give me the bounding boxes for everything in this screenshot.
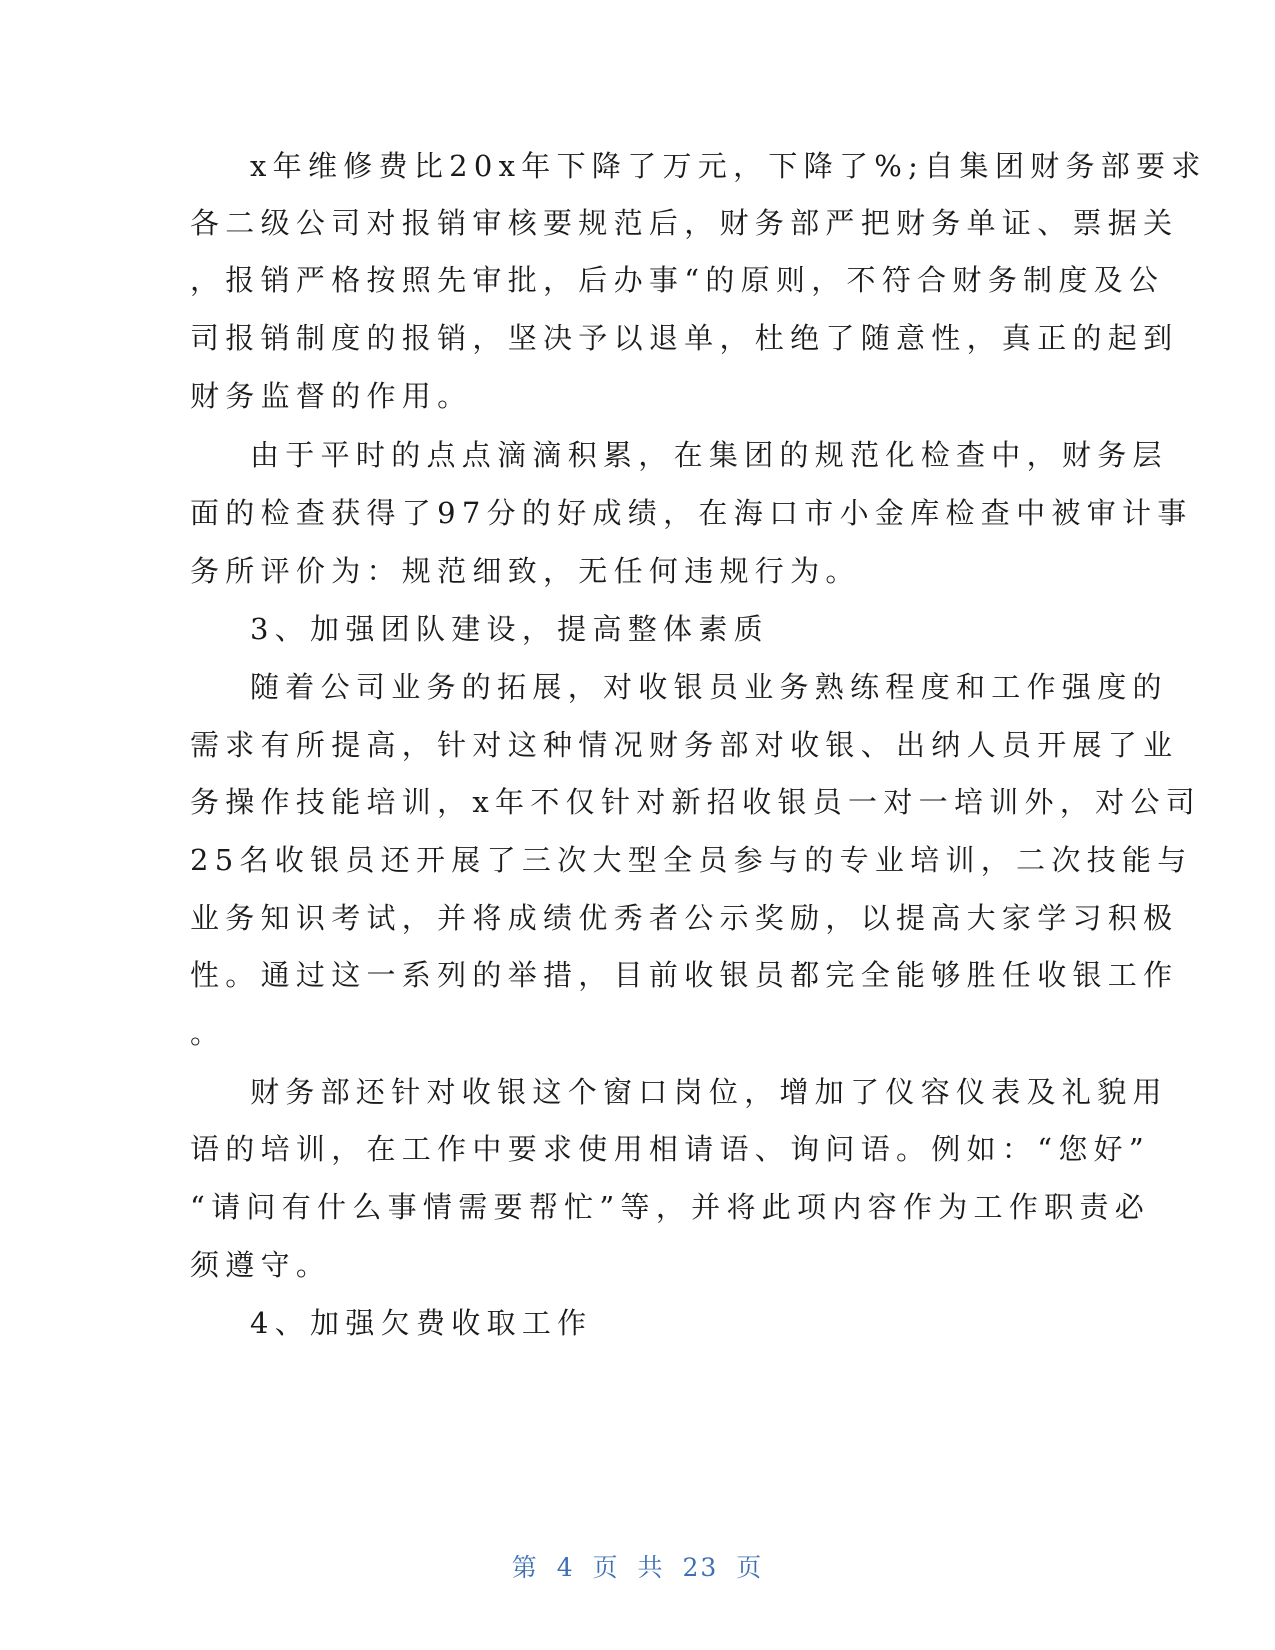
text-line-20: 须遵守。 xyxy=(190,1248,332,1282)
section-heading-3: 3、加强团队建设，提高整体素质 xyxy=(250,612,769,646)
text-line-18: 语的培训，在工作中要求使用相请语、询问语。例如：“您好” xyxy=(190,1132,1151,1166)
text-line-13: 25名收银员还开展了三次大型全员参与的专业培训，二次技能与 xyxy=(190,843,1193,877)
text-line-1: x年维修费比20x年下降了万元，下降了%;自集团财务部要求 xyxy=(250,149,1207,183)
text-line-11: 需求有所提高，针对这种情况财务部对收银、出纳人员开展了业 xyxy=(190,728,1179,762)
text-line-14: 业务知识考试，并将成绩优秀者公示奖励，以提高大家学习积极 xyxy=(190,901,1179,935)
text-line-2: 各二级公司对报销审核要规范后，财务部严把财务单证、票据关 xyxy=(190,206,1179,240)
text-line-8: 务所评价为：规范细致，无任何违规行为。 xyxy=(190,554,861,588)
text-line-16: 。 xyxy=(190,1016,226,1050)
text-line-4: 司报销制度的报销，坚决予以退单，杜绝了随意性，真正的起到 xyxy=(190,321,1179,355)
text-line-7: 面的检查获得了97分的好成绩，在海口市小金库检查中被审计事 xyxy=(190,496,1193,530)
text-line-17: 财务部还针对收银这个窗口岗位，增加了仪容仪表及礼貌用 xyxy=(250,1075,1168,1109)
text-line-19: “请问有什么事情需要帮忙”等，并将此项内容作为工作职责必 xyxy=(190,1190,1151,1224)
section-heading-4: 4、加强欠费收取工作 xyxy=(250,1306,593,1340)
text-line-12: 务操作技能培训，x年不仅针对新招收银员一对一培训外，对公司 xyxy=(190,785,1202,819)
page-number-footer: 第 4 页 共 23 页 xyxy=(511,1553,764,1582)
text-line-5: 财务监督的作用。 xyxy=(190,379,473,413)
text-line-10: 随着公司业务的拓展，对收银员业务熟练程度和工作强度的 xyxy=(250,670,1168,704)
text-line-3: ，报销严格按照先审批，后办事“的原则，不符合财务制度及公 xyxy=(190,263,1165,297)
text-line-6: 由于平时的点点滴滴积累，在集团的规范化检查中，财务层 xyxy=(250,438,1168,472)
text-line-15: 性。通过这一系列的举措，目前收银员都完全能够胜任收银工作 xyxy=(190,958,1179,992)
